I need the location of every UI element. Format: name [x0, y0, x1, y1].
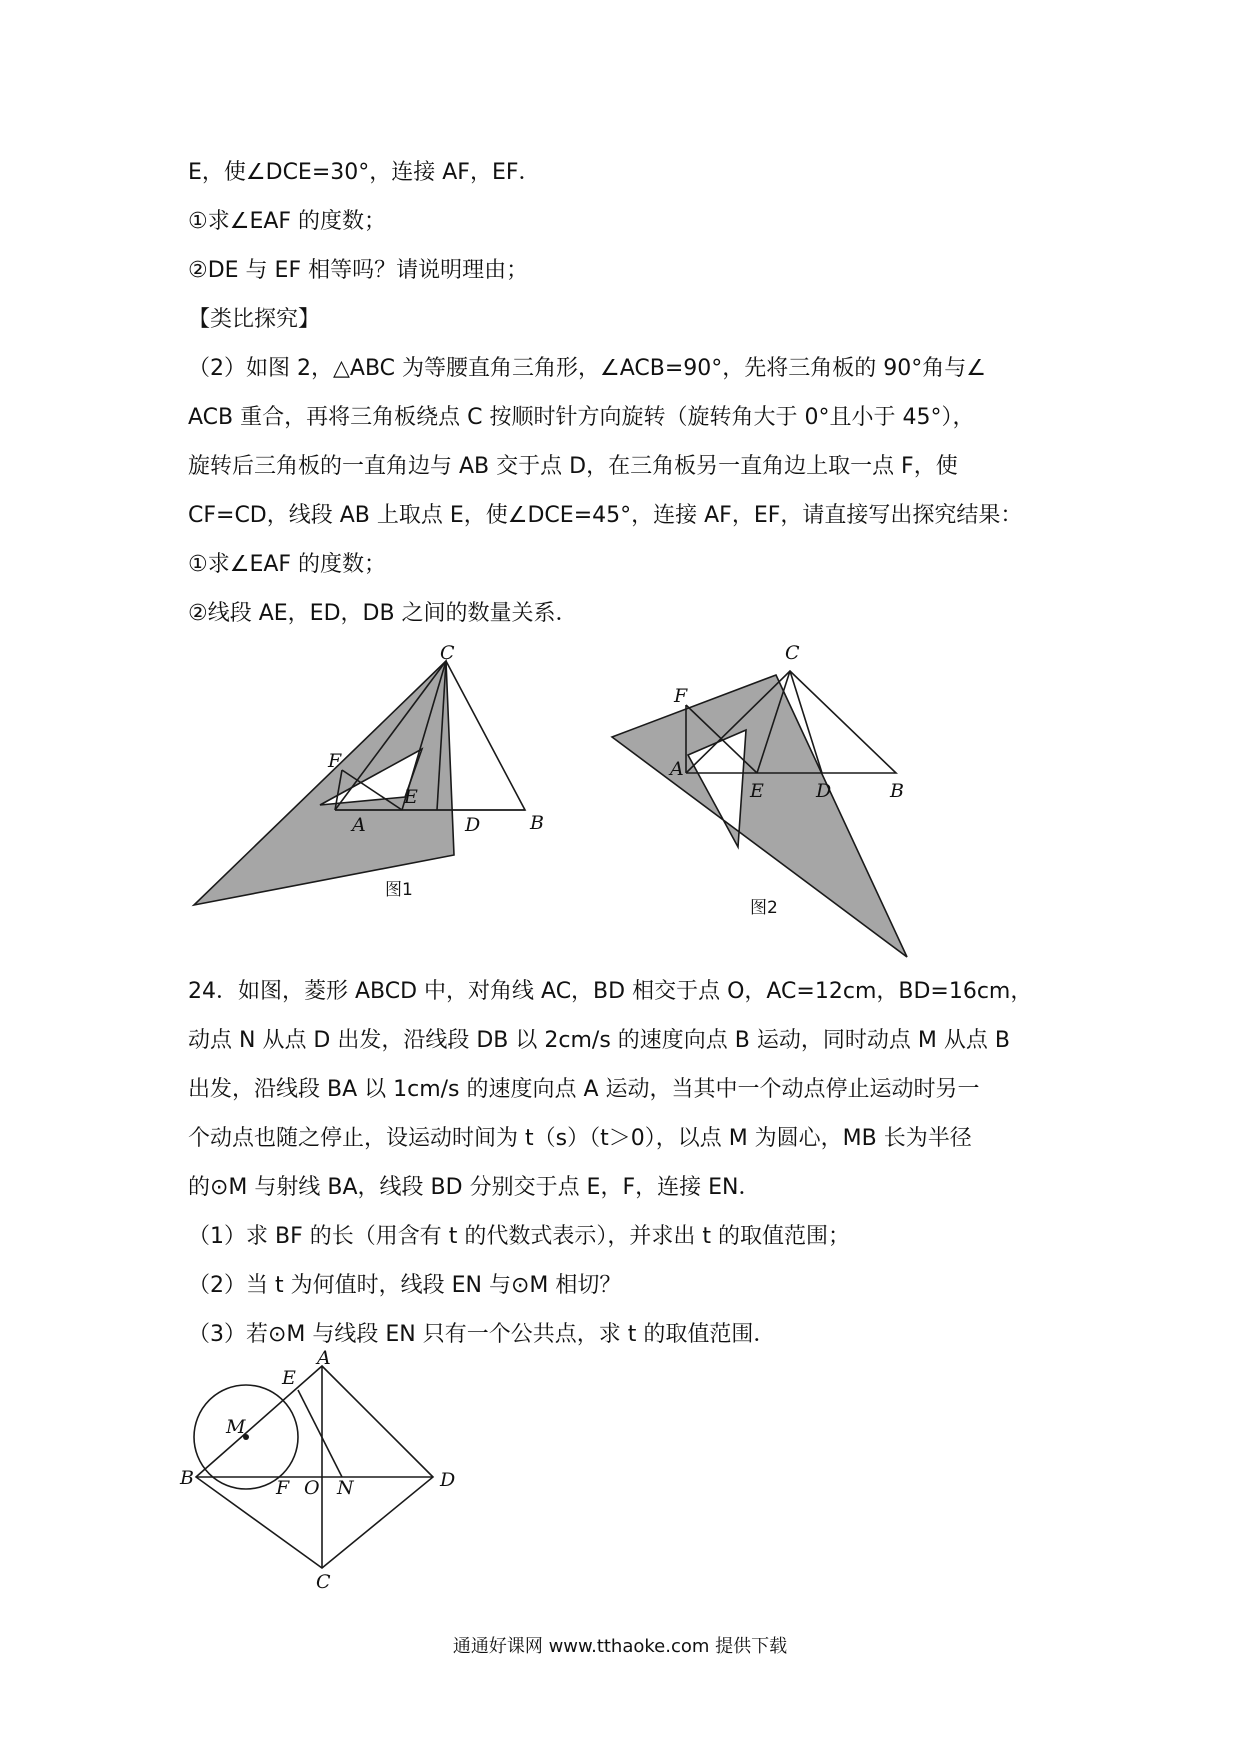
fig1-label-F: F [328, 750, 342, 772]
fig2-label-F: F [674, 685, 688, 707]
fig3-label-B: B [180, 1467, 194, 1489]
text-line-7: 旋转后三角板的一直角边与 AB 交于点 D，在三角板另一直角边上取一点 F，使 [188, 454, 958, 479]
fig1-caption: 图1 [385, 880, 413, 900]
text-line-2: ①求∠EAF 的度数； [188, 209, 387, 234]
p24-line-3: 出发，沿线段 BA 以 1cm/s 的速度向点 A 运动，当其中一个动点停止运动时另一 [188, 1077, 980, 1102]
fig1-label-B: B [530, 812, 544, 834]
fig3-label-E: E [282, 1367, 296, 1389]
p24-q3: （3）若⊙M 与线段 EN 只有一个公共点，求 t 的取值范围． [188, 1322, 776, 1347]
figure-3 [180, 1347, 470, 1593]
fig2-label-D: D [816, 780, 832, 802]
fig2-label-A: A [670, 758, 684, 780]
fig3-label-F: F [276, 1477, 290, 1499]
p24-line-2: 动点 N 从点 D 出发，沿线段 DB 以 2cm/s 的速度向点 B 运动，同时动点 M 从点 B [188, 1028, 1010, 1053]
rhombus-abcd [196, 1366, 433, 1568]
text-line-9: ①求∠EAF 的度数； [188, 552, 387, 577]
fig3-label-O: O [304, 1477, 320, 1499]
fig1-label-A: A [352, 814, 366, 836]
text-line-1: E，使∠DCE=30°，连接 AF，EF． [188, 160, 541, 185]
fig1-label-D: D [465, 814, 481, 836]
fig2-label-C: C [785, 642, 800, 664]
p24-line-5: 的⊙M 与射线 BA，线段 BD 分别交于点 E，F，连接 EN． [188, 1175, 761, 1200]
text-line-8: CF=CD，线段 AB 上取点 E，使∠DCE=45°，连接 AF，EF，请直接写出探究结果： [188, 503, 1023, 528]
fig1-label-E: E [404, 786, 418, 808]
p24-q2: （2）当 t 为何值时，线段 EN 与⊙M 相切？ [188, 1273, 622, 1298]
fig3-label-A: A [317, 1347, 331, 1369]
page-footer: 通通好课网 www.tthaoke.com 提供下载 [452, 1636, 788, 1657]
section-heading: 【类比探究】 [188, 307, 321, 332]
p24-line-1: 24．如图，菱形 ABCD 中，对角线 AC，BD 相交于点 O，AC=12cm，BD=16cm， [188, 979, 1033, 1004]
fig2-label-E: E [750, 780, 764, 802]
fig3-label-D: D [440, 1469, 456, 1491]
fig2-label-B: B [890, 780, 904, 802]
fig1-label-C: C [440, 642, 455, 664]
figure-1 [190, 642, 560, 945]
p24-q1: （1）求 BF 的长（用含有 t 的代数式表示），并求出 t 的取值范围； [188, 1224, 850, 1249]
text-line-6: ACB 重合，再将三角板绕点 C 按顺时针方向旋转（旋转角大于 0°且小于 45°）， [188, 405, 975, 430]
set-square-shape [194, 661, 454, 905]
fig3-label-M: M [226, 1416, 246, 1438]
text-line-3: ②DE 与 EF 相等吗？请说明理由； [188, 258, 529, 283]
fig3-label-C: C [316, 1571, 331, 1593]
p24-line-4: 个动点也随之停止，设运动时间为 t（s）（t＞0），以点 M 为圆心，MB 长为半径 [188, 1126, 972, 1151]
text-line-5: （2）如图 2，△ABC 为等腰直角三角形，∠ACB=90°，先将三角板的 90°角与∠ [188, 356, 986, 381]
fig3-label-N: N [337, 1477, 354, 1499]
figure-2 [610, 635, 920, 965]
text-line-10: ②线段 AE，ED，DB 之间的数量关系． [188, 601, 578, 626]
fig2-caption: 图2 [750, 898, 778, 918]
